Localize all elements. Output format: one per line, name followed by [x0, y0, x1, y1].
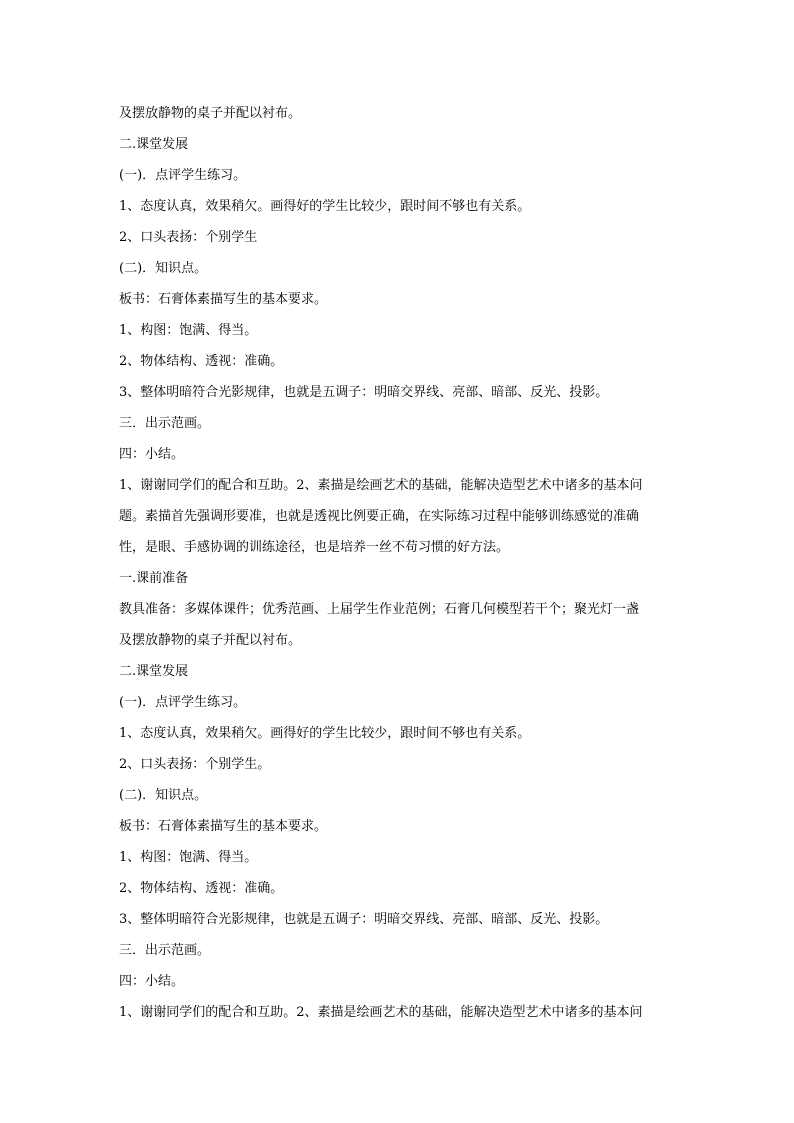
paragraph-line: 及摆放静物的桌子并配以衬布。	[119, 633, 302, 648]
list-item: 2、口头表扬：个别学生。	[119, 757, 271, 772]
subsection-heading: (一)．点评学生练习。	[119, 168, 247, 183]
list-item: 1、态度认真，效果稍欠。画得好的学生比较少，跟时间不够也有关系。	[119, 726, 531, 741]
list-item: 3、整体明暗符合光影规律，也就是五调子：明暗交界线、亮部、暗部、反光、投影。	[119, 385, 609, 400]
text-line: 板书：石膏体素描写生的基本要求。	[119, 819, 328, 834]
list-item: 2、物体结构、透视：准确。	[119, 881, 284, 896]
list-item: 1、构图：饱满、得当。	[119, 323, 258, 338]
section-heading: 一.课前准备	[119, 571, 189, 586]
paragraph-line: 性，是眼、手感协调的训练途径，也是培养一丝不苟习惯的好方法。	[119, 540, 510, 555]
paragraph-line: 教具准备：多媒体课件；优秀范画、上届学生作业范例；石膏几何模型若干个；聚光灯一盏	[119, 602, 640, 617]
subsection-heading: (二)．知识点。	[119, 261, 208, 276]
section-heading: 二.课堂发展	[119, 664, 189, 679]
section-heading: 四：小结。	[119, 974, 185, 989]
subsection-heading: (一)．点评学生练习。	[119, 695, 247, 710]
paragraph-line: 1、谢谢同学们的配合和互助。2、素描是绘画艺术的基础，能解决造型艺术中诸多的基本问	[119, 478, 643, 493]
subsection-heading: (二)．知识点。	[119, 788, 208, 803]
paragraph-line: 1、谢谢同学们的配合和互助。2、素描是绘画艺术的基础，能解决造型艺术中诸多的基本问	[119, 1005, 643, 1020]
text-line: 板书：石膏体素描写生的基本要求。	[119, 292, 328, 307]
list-item: 1、构图：饱满、得当。	[119, 850, 258, 865]
section-heading: 二.课堂发展	[119, 137, 189, 152]
list-item: 2、口头表扬：个别学生	[119, 230, 258, 245]
text-line: 及摆放静物的桌子并配以衬布。	[119, 106, 302, 121]
list-item: 2、物体结构、透视：准确。	[119, 354, 284, 369]
list-item: 1、态度认真，效果稍欠。画得好的学生比较少，跟时间不够也有关系。	[119, 199, 531, 214]
list-item: 3、整体明暗符合光影规律，也就是五调子：明暗交界线、亮部、暗部、反光、投影。	[119, 912, 609, 927]
paragraph-line: 题。素描首先强调形要准，也就是透视比例要正确，在实际练习过程中能够训练感觉的准确	[119, 509, 640, 524]
section-heading: 四：小结。	[119, 447, 185, 462]
document-body	[119, 98, 679, 1028]
section-heading: 三．出示范画。	[119, 416, 211, 431]
section-heading: 三．出示范画。	[119, 943, 211, 958]
